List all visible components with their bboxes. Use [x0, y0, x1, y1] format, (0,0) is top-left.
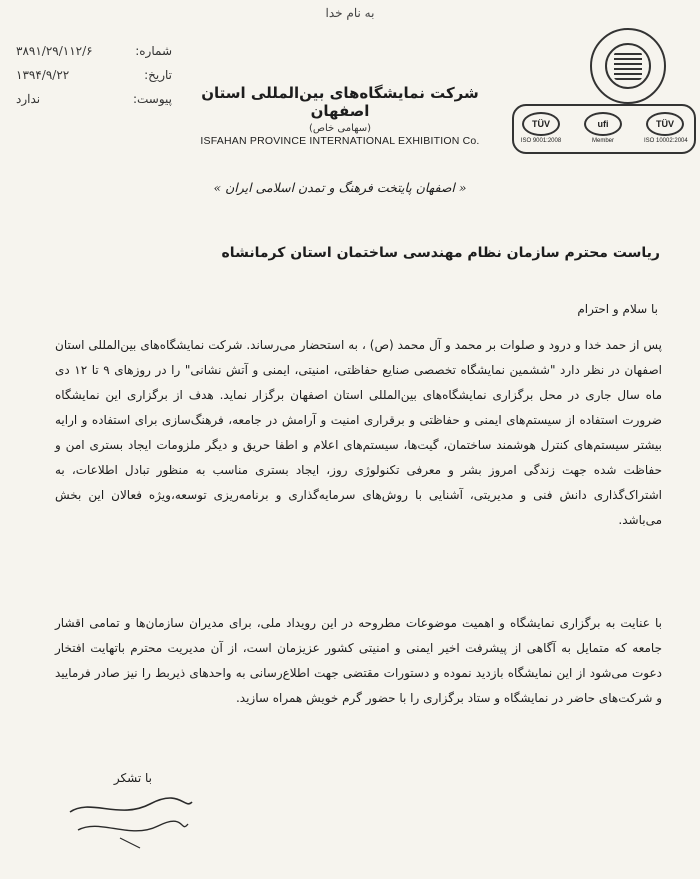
company-name-fa: شرکت نمایشگاه‌های بین‌المللی استان اصفهان [201, 84, 479, 120]
date-value: ۱۳۹۴/۹/۲۲ [16, 68, 70, 82]
cert-ufi [582, 112, 624, 144]
slogan: « اصفهان پایتخت فرهنگ و تمدن اسلامی ایران » [213, 180, 467, 195]
company-logo [590, 28, 666, 104]
greeting: با سلام و احترام [577, 302, 658, 316]
company-name-en: ISFAHAN PROVINCE INTERNATIONAL EXHIBITION Co. [200, 135, 480, 147]
cert-caption: ISO 10002:2004 [644, 138, 688, 144]
company-type: (سهامی خاص) [308, 123, 372, 134]
recipient-title: ریاست محترم سازمان نظام مهندسی ساختمان استان کرمانشاه [221, 245, 660, 261]
number-row [12, 44, 172, 68]
cert-iso9001 [520, 112, 562, 144]
cert-iso10002 [644, 112, 686, 144]
number-value: ۳۸۹۱/۲۹/۱۱۲/۶ [16, 44, 93, 58]
cert-caption: ISO 9001:2008 [520, 138, 562, 144]
body-paragraph-2: با عنایت به برگزاری نمایشگاه و اهمیت موضوعات مطروحه در این رویداد ملی، برای مدیران سازمان‌ها و تمامی اقشار جامعه که متمایل به آگاهی از پیشرفت اخیر ایمنی و امنیتی کشور عزیزمان است، از آن مدیریت محترم باتهایت افتخار دعوت می‌شود از این نمایشگاه بازدید نموده و دستورات مقتضی جهت اطلاع‌رسانی به واحدهای ذیربط را نیز صادر فرمایید و شرکت‌های حاضر در نمایشگاه و ستاد برگزاری را با حضور گرم خویش همراه سازید. [55, 616, 662, 705]
globe-icon [614, 52, 642, 80]
number-label: شماره: [135, 44, 172, 58]
signature-scribble [60, 790, 200, 850]
attachment-value: ندارد [16, 92, 41, 106]
company-header [190, 84, 490, 147]
attachment-row [12, 92, 172, 116]
date-label: تاریخ: [144, 68, 172, 82]
closing-text: با تشکر [113, 771, 152, 785]
ufi-badge-icon: ufi [584, 112, 622, 136]
certificates-box [512, 104, 696, 154]
date-row [12, 68, 172, 92]
bismillah: به نام خدا [325, 6, 375, 20]
tuv-badge-icon: TÜV [646, 112, 684, 136]
letter-meta [12, 44, 172, 116]
body-paragraph-1: پس از حمد خدا و درود و صلوات بر محمد و آل محمد (ص) ، به استحضار می‌رساند. شرکت نمایشگاه‌های بین‌المللی استان اصفهان در نظر دارد "ششمین نمایشگاه تخصصی صنایع حفاظتی، امنیتی، ایمنی و آتش نشانی" را در روزهای ۹ تا ۱۲ دی ماه سال جاری در محل برگزاری نمایشگاه‌های بین‌المللی استان اصفهان برگزار نماید. هدف از برگزاری این نمایشگاه ضرورت استفاده از سیستم‌های ایمنی و حفاظتی و برقراری امنیت و آرامش در جامعه، فرهنگ‌سازی برای استفاده و ارایه بیشتر سیستم‌های کنترل هوشمند ساختمان، گیت‌ها، سیستم‌های اعلام و اطفا حریق و دیگر ملزومات ایجاد بستری امن و حفاظت شده جهت زندگی امروز بشر و معرفی تکنولوژی روز، ایجاد بستری مناسب به منظور تبادل اطلاعات، به اشتراک‌گذاری دانش فنی و مدیریتی، آشنایی با روش‌های سرمایه‌گذاری و برنامه‌ریزی توسعه،‌ویژه فعالان این بخش می‌باشد. [55, 338, 662, 527]
attachment-label: پیوست: [132, 92, 172, 106]
tuv-badge-icon: TÜV [522, 112, 560, 136]
cert-caption: Member [591, 138, 614, 144]
